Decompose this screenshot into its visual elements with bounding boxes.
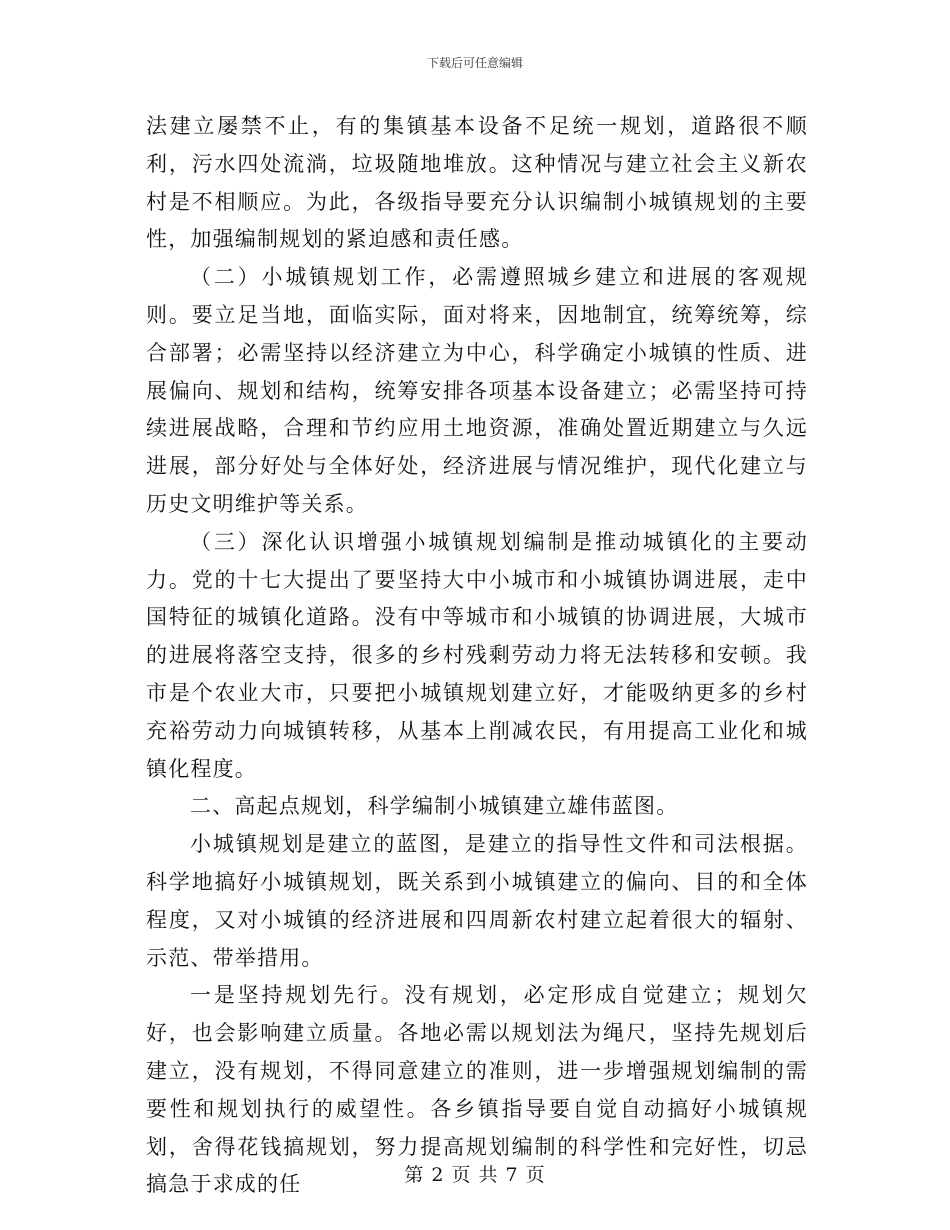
document-body [146,108,808,1204]
paragraph-continuation: 法建立屡禁不止，有的集镇基本设备不足统一规划，道路很不顺利，污水四处流淌，垃圾随地堆放。这种情况与建立社会主义新农村是不相顺应。为此，各级指导要充分认识编制小城镇规划的主要性，加强编制规划的紧迫感和责任感。 [146,114,808,252]
paragraph-section-2: （二）小城镇规划工作，必需遵照城乡建立和进展的客观规则。要立足当地，面临实际，面对将来，因地制宜，统筹统筹，综合部署；必需坚持以经济建立为中心，科学确定小城镇的性质、进展偏向、规划和结构，统筹安排各项基本设备建立；必需坚持可持续进展战略，合理和节约应用土地资源，准确处置近期建立与久远进展，部分好处与全体好处，经济进展与情况维护，现代化建立与历史文明维护等关系。 [146,265,808,516]
paragraph-point-1: 一是坚持规划先行。没有规划，必定形成自觉建立；规划欠好，也会影响建立质量。各地必需以规划法为绳尺，坚持先规划后建立，没有规划，不得同意建立的准则，进一步增强规划编制的需要性和规划执行的威望性。各乡镇指导要自觉自动搞好小城镇规划，舍得花钱搞规划，努力提高规划编制的科学性和完好性，切忌搞急于求成的任 [146,983,808,1197]
paragraph-section-3: （三）深化认识增强小城镇规划编制是推动城镇化的主要动力。党的十七大提出了要坚持大中小城市和小城镇协调进展，走中国特征的城镇化道路。没有中等城市和小城镇的协调进展，大城市的进展将落空支持，很多的乡村残剩劳动力将无法转移和安顿。我市是个农业大市，只要把小城镇规划建立好，才能吸纳更多的乡村充裕劳动力向城镇转移，从基本上削减农民，有用提高工业化和城镇化程度。 [146,529,808,781]
header-note: 下载后可任意编辑 [426,56,523,70]
paragraph-blueprint: 小城镇规划是建立的蓝图，是建立的指导性文件和司法根据。科学地搞好小城镇规划，既关系到小城镇建立的偏向、目的和全体程度，又对小城镇的经济进展和四周新农村建立起着很大的辐射、示范、带举措用。 [146,832,808,970]
section-heading-2: 二、高起点规划，科学编制小城镇建立雄伟蓝图。 [190,794,679,819]
page-footer: 第 2 页 共 7 页 [404,1164,546,1186]
